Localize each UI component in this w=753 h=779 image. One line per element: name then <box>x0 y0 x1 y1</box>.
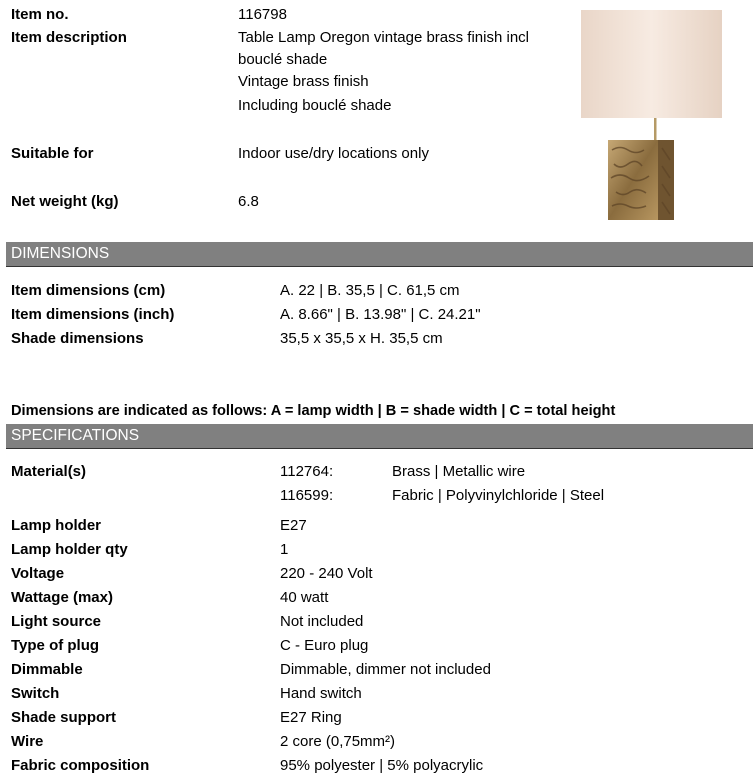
material-value: Brass | Metallic wire <box>392 463 526 480</box>
material-code: 112764: <box>280 463 334 480</box>
spec-label: Shade support <box>11 709 117 726</box>
material-value: Fabric | Polyvinylchloride | Steel <box>392 487 605 504</box>
spec-value: Hand switch <box>280 685 362 702</box>
spec-label: Dimmable <box>11 661 83 678</box>
dimension-label: Item dimensions (inch) <box>11 306 175 323</box>
lamp-stem <box>654 118 657 140</box>
dimension-label: Shade dimensions <box>11 330 144 347</box>
material-code: 116599: <box>280 487 334 504</box>
spec-label: Light source <box>11 613 102 630</box>
spec-label: Switch <box>11 685 60 702</box>
suitable-for-label: Suitable for <box>11 145 94 162</box>
item-no-value: 116798 <box>238 6 287 23</box>
dimensions-divider <box>6 266 753 267</box>
spec-value: E27 Ring <box>280 709 342 726</box>
dimension-value: A. 22 | B. 35,5 | C. 61,5 cm <box>280 282 460 299</box>
spec-label: Wattage (max) <box>11 589 113 606</box>
spec-value: 2 core (0,75mm²) <box>280 733 396 750</box>
dimension-value: A. 8.66" | B. 13.98" | C. 24.21" <box>280 306 481 323</box>
spec-value: 40 watt <box>280 589 329 606</box>
spec-value: C - Euro plug <box>280 637 369 654</box>
item-description-line: Including bouclé shade <box>238 97 392 114</box>
materials-label: Material(s) <box>11 463 87 480</box>
dimension-label: Item dimensions (cm) <box>11 282 166 299</box>
dimension-value: 35,5 x 35,5 x H. 35,5 cm <box>280 330 443 347</box>
dimensions-note: Dimensions are indicated as follows: A = lamp width | B = shade width | C = total height <box>11 403 616 419</box>
item-no-label: Item no. <box>11 6 69 23</box>
spec-label: Wire <box>11 733 44 750</box>
item-description-line: Vintage brass finish <box>238 73 369 90</box>
lamp-shade <box>581 10 722 118</box>
spec-label: Lamp holder qty <box>11 541 128 558</box>
item-description-line: bouclé shade <box>238 51 328 68</box>
item-description-label: Item description <box>11 29 127 46</box>
specifications-section-header: SPECIFICATIONS <box>6 424 753 448</box>
spec-label: Voltage <box>11 565 65 582</box>
dimensions-section-header: DIMENSIONS <box>6 242 753 266</box>
net-weight-value: 6.8 <box>238 193 259 210</box>
product-image <box>578 8 738 228</box>
item-description-line: Table Lamp Oregon vintage brass finish incl <box>238 29 529 46</box>
suitable-for-value: Indoor use/dry locations only <box>238 145 429 162</box>
spec-label: Fabric composition <box>11 757 150 774</box>
spec-value: Not included <box>280 613 364 630</box>
spec-label: Lamp holder <box>11 517 102 534</box>
spec-value: 95% polyester | 5% polyacrylic <box>280 757 484 774</box>
spec-value: 220 - 240 Volt <box>280 565 373 582</box>
spec-label: Type of plug <box>11 637 100 654</box>
net-weight-label: Net weight (kg) <box>11 193 119 210</box>
spec-value: Dimmable, dimmer not included <box>280 661 491 678</box>
specifications-divider <box>6 448 753 449</box>
spec-value: 1 <box>280 541 289 558</box>
spec-value: E27 <box>280 517 307 534</box>
